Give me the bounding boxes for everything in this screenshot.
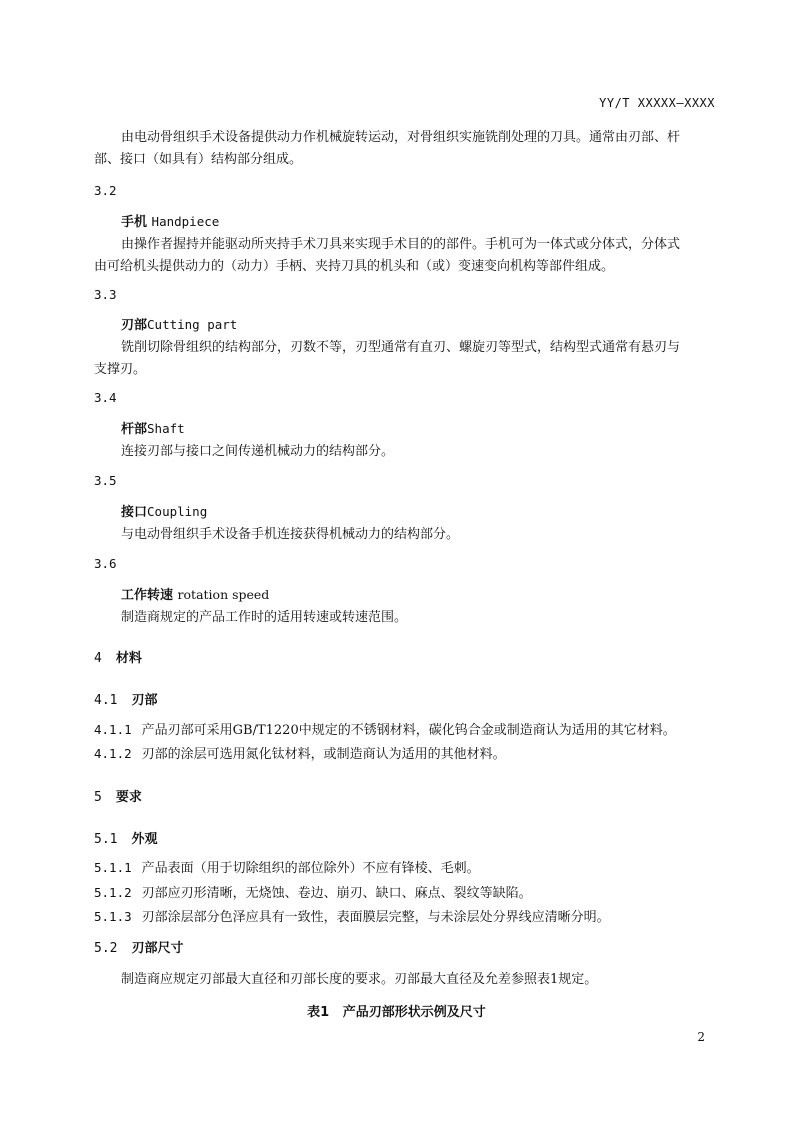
section-title: 刃部尺寸 <box>131 941 184 956</box>
term-3-1-definition <box>94 127 720 171</box>
section-4-heading <box>94 648 720 670</box>
table-caption <box>0 1001 793 1020</box>
definition-line: 由操作者握持并能驱动所夹持手术刀具来实现手术目的的部件。手机可为一体式或分体式，分体式 <box>121 237 681 252</box>
term-en: Coupling <box>147 504 208 519</box>
term-number-3-5: 3.5 <box>94 473 117 488</box>
clause-text: 刃部涂层部分色泽应具有一致性，表面膜层完整，与未涂层处分界线应清晰分明。 <box>141 910 610 925</box>
clause-number: 4.1.2 <box>94 746 132 761</box>
clause-text: 刃部的涂层可选用氮化钛材料，或制造商认为适用的其他材料。 <box>141 747 506 762</box>
definition-line: 由电动骨组织手术设备提供动力作机械旋转运动，对骨组织实施铣削处理的刀具。通常由刃部、杆 <box>121 130 681 145</box>
section-title: 材料 <box>115 651 142 666</box>
clause-5-1-3 <box>94 906 720 929</box>
clause-number: 5.1.2 <box>94 885 132 900</box>
definition-line: 连接刃部与接口之间传递机械动力的结构部分。 <box>121 444 395 459</box>
table-title: 产品刃部形状示例及尺寸 <box>342 1005 486 1020</box>
term-en: Shaft <box>147 421 185 436</box>
term-3-6 <box>94 584 720 629</box>
term-en: Cutting part <box>147 317 238 332</box>
page-number: 2 <box>697 1030 705 1044</box>
term-en: Handpiece <box>151 214 220 229</box>
term-en: rotation speed <box>177 587 270 602</box>
clause-number: 4.1.1 <box>94 722 132 737</box>
section-number: 5.2 <box>94 941 118 956</box>
section-number: 4 <box>94 651 102 666</box>
definition-line: 支撑刃。 <box>94 362 147 377</box>
section-5-2-heading <box>94 938 720 960</box>
paragraph: 制造商应规定刃部最大直径和刃部长度的要求。刃部最大直径及允差参照表1规定。 <box>121 972 598 987</box>
clause-4-1-2 <box>94 743 720 766</box>
term-zh: 接口 <box>121 505 148 520</box>
term-number-3-4: 3.4 <box>94 390 117 405</box>
term-title <box>94 584 720 607</box>
section-5-1-heading <box>94 829 720 851</box>
clause-4-1-1 <box>94 719 720 742</box>
document-id-header: YY/T XXXXX—XXXX <box>599 96 715 110</box>
clause-text: 刃部应刃形清晰，无烧蚀、卷边、崩刃、缺口、麻点、裂纹等缺陷。 <box>141 886 532 901</box>
definition-line: 部、接口（如具有）结构部分组成。 <box>94 152 303 167</box>
term-3-3 <box>94 314 720 381</box>
term-title <box>94 211 720 234</box>
term-title <box>94 314 720 337</box>
section-5-2-body <box>94 969 720 991</box>
section-number: 5.1 <box>94 832 118 847</box>
definition-line: 铣削切除骨组织的结构部分，刃数不等，刃型通常有直刃、螺旋刃等型式，结构型式通常有悬刃与 <box>121 340 681 355</box>
term-3-2 <box>94 211 720 278</box>
section-4-1-heading <box>94 690 720 712</box>
section-title: 外观 <box>131 832 158 847</box>
term-number-3-3: 3.3 <box>94 287 117 302</box>
clause-5-1-1 <box>94 857 720 880</box>
term-title <box>94 501 720 524</box>
section-title: 要求 <box>115 790 142 805</box>
term-zh: 工作转速 <box>121 588 174 603</box>
term-zh: 手机 <box>121 215 148 230</box>
term-3-4 <box>94 418 720 463</box>
clause-number: 5.1.3 <box>94 909 132 924</box>
term-number-3-6: 3.6 <box>94 556 117 571</box>
definition-line: 由可给机头提供动力的（动力）手柄、夹持刀具的机头和（或）变速变向机构等部件组成。 <box>94 259 615 274</box>
clause-text: 产品刃部可采用GB/T1220中规定的不锈钢材料，碳化钨合金或制造商认为适用的其它材料。 <box>141 723 676 738</box>
term-title <box>94 418 720 441</box>
section-5-heading <box>94 787 720 809</box>
term-number-3-2: 3.2 <box>94 183 117 198</box>
term-zh: 杆部 <box>121 422 148 437</box>
definition-line: 与电动骨组织手术设备手机连接获得机械动力的结构部分。 <box>121 527 460 542</box>
clause-number: 5.1.1 <box>94 860 132 875</box>
section-title: 刃部 <box>131 693 158 708</box>
term-zh: 刃部 <box>121 318 148 333</box>
term-3-5 <box>94 501 720 546</box>
clause-5-1-2 <box>94 882 720 905</box>
section-number: 4.1 <box>94 693 118 708</box>
clause-text: 产品表面（用于切除组织的部位除外）不应有锋棱、毛刺。 <box>141 861 480 876</box>
definition-line: 制造商规定的产品工作时的适用转速或转速范围。 <box>121 610 408 625</box>
table-label: 表1 <box>307 1005 330 1020</box>
section-number: 5 <box>94 790 102 805</box>
